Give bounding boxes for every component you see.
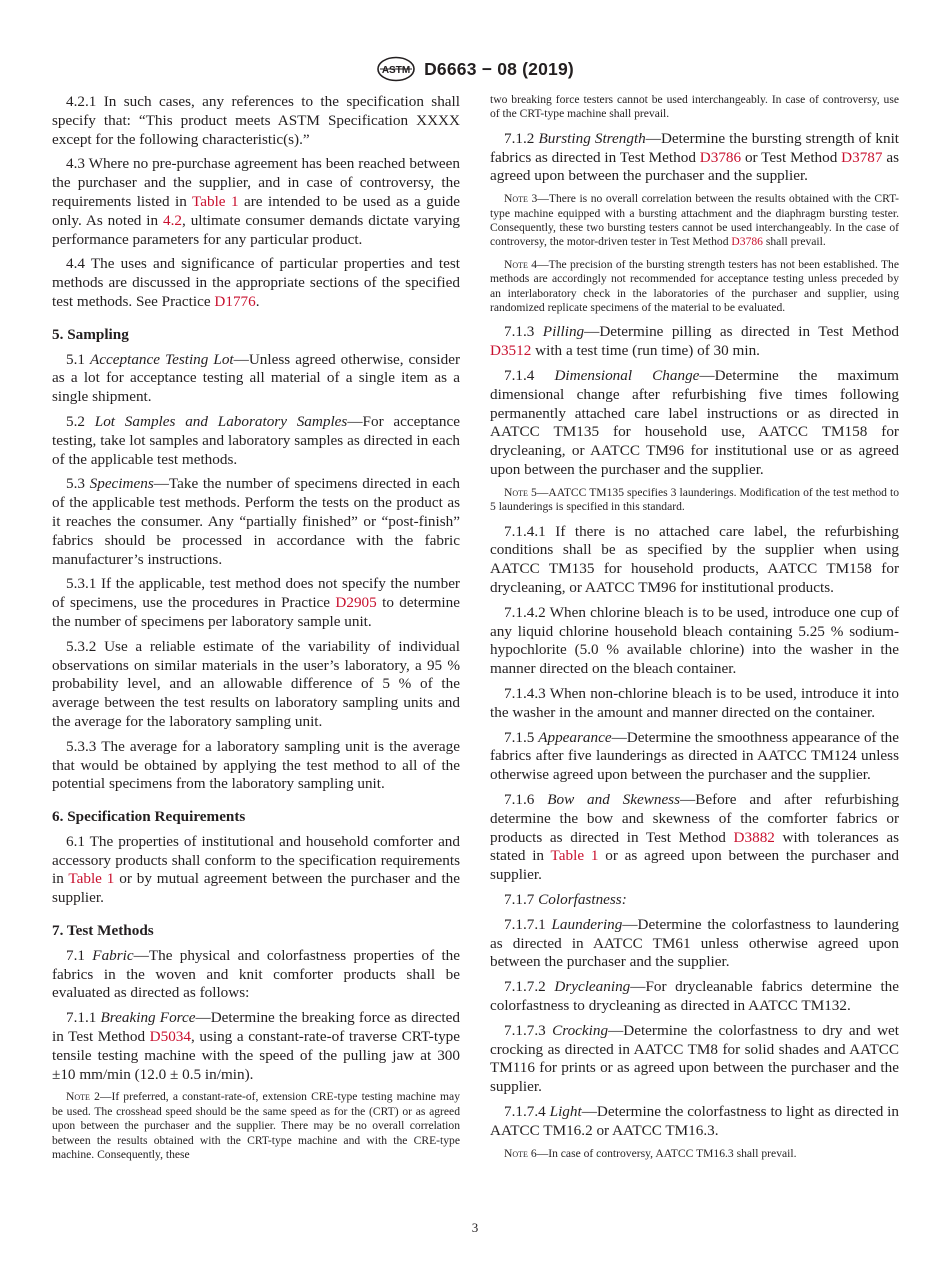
- section-5-2: 5.2 Lot Samples and Laboratory Samples—For acceptance testing, take lot samples and laboratory samples as directed in each of the applicable test methods.: [52, 412, 460, 468]
- section-7-1-1: 7.1.1 Breaking Force—Determine the breaking force as directed in Test Method D5034, using a constant-rate-of traverse CRT-type tensile testing machine with the speed of the pulling jaw at 300 ±10 mm/min (12.0 ± 0.5 in/min).: [52, 1009, 460, 1083]
- section-5-3-1: 5.3.1 If the applicable, test method does not specify the number of specimens, use the procedures in Practice D2905 to determine the number of specimens per laboratory sample unit.: [52, 575, 460, 630]
- section-7-1-7-1: 7.1.7.1 Laundering—Determine the colorfastness to laundering as directed in AATCC TM61 unless otherwise agreed upon between the purchaser and the supplier.: [490, 915, 900, 971]
- section-6-1: 6.1 The properties of institutional and household comforter and accessory products shall conform to the specification requirements in Table 1 or by mutual agreement between the purchaser and the supplier.: [52, 832, 460, 907]
- d3787-link[interactable]: D3787: [841, 148, 883, 166]
- d5034-link[interactable]: D5034: [149, 1028, 191, 1046]
- heading-test-methods: 7. Test Methods: [52, 922, 154, 940]
- section-7-1-7-2: 7.1.7.2 Drycleaning—For drycleanable fabrics determine the colorfastness to drycleaning as directed in AATCC TM132.: [490, 978, 899, 1014]
- section-7-1-4-1: 7.1.4.1 If there is no attached care label, the refurbishing conditions shall be as specified by the supplier when using AATCC TM135 for household products, AATCC TM158 for drycleaning, or AATCC TM96 for institutional products.: [490, 522, 899, 597]
- d2905-link[interactable]: D2905: [335, 594, 377, 612]
- d1776-link[interactable]: D1776: [214, 292, 256, 310]
- section-5-1: 5.1 Acceptance Testing Lot—Unless agreed otherwise, consider as a lot for acceptance testing all material of a single item as a single shipment.: [52, 350, 461, 406]
- note-4: Note 4—The precision of the bursting strength testers has not been established. The methods are accordingly not recommended for acceptance testing unless preceded by an interlaboratory check in the laboratories of the purchaser and supplier, using randomized replicate specimens of the material to be evaluated.: [490, 257, 899, 315]
- section-5-3-2: 5.3.2 Use a reliable estimate of the variability of individual observations on similar materials in the user’s laboratory, a 95 % probability level, and an allowable difference of 5 % of the average between the test results on laboratory sampling units and the average for the laboratory sampling unit.: [52, 637, 460, 730]
- section-4-2-link[interactable]: 4.2: [163, 211, 183, 229]
- d3512-link[interactable]: D3512: [490, 342, 532, 360]
- section-7-1-7-3: 7.1.7.3 Crocking—Determine the colorfastness to dry and wet crocking as directed in AATCC TM8 for solid shades and AATCC TM116 for prints or as agreed upon between the purchaser and the supplier.: [490, 1021, 900, 1096]
- astm-logo-icon: [376, 56, 416, 82]
- section-7-1: 7.1 Fabric—The physical and colorfastness properties of the fabrics in the woven and knit comforter products shall be evaluated as directed as follows:: [52, 946, 460, 1002]
- section-4-2-1: 4.2.1 In such cases, any references to the specification shall specify that: “This product meets ASTM Specification XXXX except for the following characteristic(s).”: [52, 93, 460, 148]
- table-1-link[interactable]: Table 1: [192, 192, 239, 210]
- heading-specification-requirements: 6. Specification Requirements: [52, 808, 246, 826]
- left-column: [52, 93, 460, 1170]
- d3786-link[interactable]: D3786: [699, 148, 742, 166]
- note-3: Note 3—There is no overall correlation between the results obtained with the CRT-type machine equipped with a bursting attachment and the diaphragm bursting tester. Consequently, these two bursting testers cannot be used interchangeably. In the case of controversy, the motor-driven tester in Test Method D3786 shall prevail.: [490, 192, 899, 249]
- svg-text:ASTM: ASTM: [381, 65, 411, 76]
- d3882-link[interactable]: D3882: [733, 828, 775, 846]
- note-2: Note 2—If preferred, a constant-rate-of, extension CRE-type testing machine may be used. The crosshead speed should be the same speed as for the (CRT) or as agreed upon between the purchaser and the supplier. There may be no overall correlation between the results obtained with the CRT-type machine and with the CRE-type machine. Consequently, these: [52, 1090, 460, 1162]
- note-2-continued: two breaking force testers cannot be used interchangeably. In case of controversy, use of the CRT-type machine shall prevail.: [490, 93, 899, 121]
- section-7-1-5: 7.1.5 Appearance—Determine the smoothness appearance of the fabrics after five launderings as directed in AATCC TM124 unless otherwise agreed upon between the purchaser and the supplier.: [490, 728, 899, 784]
- page-number: 3: [471, 1220, 479, 1235]
- section-4-4: 4.4 The uses and significance of particular properties and test methods are discussed in the appropriate sections of the specified test methods. See Practice D1776.: [52, 255, 460, 310]
- section-4-3: 4.3 Where no pre-purchase agreement has been reached between the purchaser and the supplier, and in case of controversy, the requirements listed in Table 1 are intended to be used as a guide only. As noted in 4.2, ultimate consumer demands dictate varying performance parameters for any particular product.: [52, 155, 461, 248]
- section-7-1-4: 7.1.4 Dimensional Change—Determine the maximum dimensional change after refurbishing five times following permanently attached care label instructions or as directed in AATCC TM135 for household use, AATCC TM158 for drycleaning, or AATCC TM96 for institutional use or as agreed upon between the purchaser and the supplier.: [490, 367, 899, 479]
- right-column: [490, 93, 899, 1169]
- page-header: [0, 56, 950, 86]
- document-designation: D6663 − 08 (2019): [424, 58, 574, 79]
- note-5: Note 5—AATCC TM135 specifies 3 launderings. Modification of the test method to 5 launderings is specified in this standard.: [490, 485, 899, 514]
- section-7-1-6: 7.1.6 Bow and Skewness—Before and after refurbishing determine the bow and skewness of the comforter fabrics or products as directed in Test Method D3882 with tolerances as stated in Table 1 or as agreed upon between the purchaser and supplier.: [490, 791, 900, 884]
- section-7-1-2: 7.1.2 Bursting Strength—Determine the bursting strength of knit fabrics as directed in Test Method D3786 or Test Method D3787 as agreed upon between the purchaser and the supplier.: [490, 129, 900, 185]
- section-7-1-4-2: 7.1.4.2 When chlorine bleach is to be used, introduce one cup of any liquid chlorine household bleach containing 5.25 % sodium-hypochlorite (5.0 % available chlorine) into the washer in the manner directed on the bleach container.: [490, 603, 899, 678]
- note-6: Note 6—In case of controversy, AATCC TM16.3 shall prevail.: [504, 1146, 797, 1160]
- section-7-1-4-3: 7.1.4.3 When non-chlorine bleach is to be used, introduce it into the washer in the amount and manner directed on the container.: [490, 685, 899, 721]
- section-7-1-3: 7.1.3 Pilling—Determine pilling as directed in Test Method D3512 with a test time (run time) of 30 min.: [490, 323, 900, 360]
- d3786-link[interactable]: D3786: [731, 235, 763, 249]
- heading-sampling: 5. Sampling: [52, 325, 129, 343]
- section-7-1-7: 7.1.7 Colorfastness:: [504, 890, 627, 908]
- section-5-3: 5.3 Specimens—Take the number of specimens directed in each of the applicable test methods. Perform the tests on the product as it reaches the consumer. Any “partially finished” or “post-finish” fabrics should be processed in accordance with the fabric manufacturer’s instructions.: [52, 475, 461, 568]
- table-1-link[interactable]: Table 1: [550, 847, 599, 865]
- section-5-3-3: 5.3.3 The average for a laboratory sampling unit is the average that would be obtained by applying the test method to all of the potential specimens from the laboratory sampling unit.: [52, 737, 460, 793]
- section-7-1-7-4: 7.1.7.4 Light—Determine the colorfastness to light as directed in AATCC TM16.2 or AATCC TM16.3.: [490, 1102, 899, 1139]
- table-1-link[interactable]: Table 1: [68, 870, 115, 888]
